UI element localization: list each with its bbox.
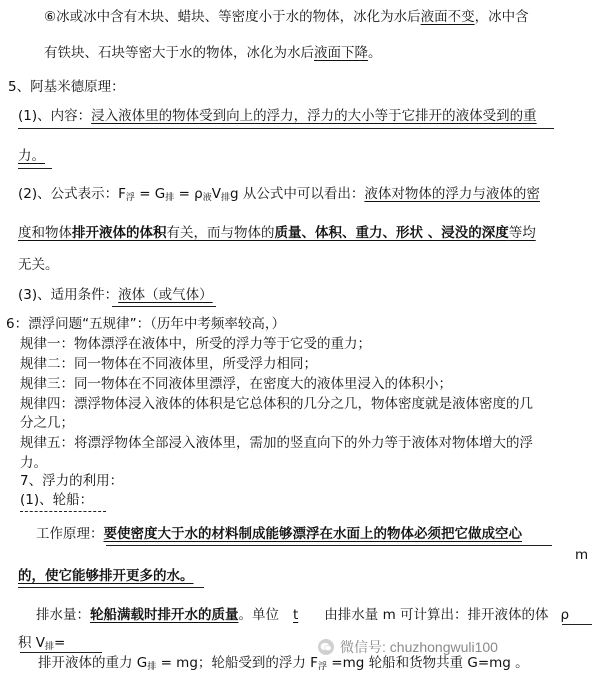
formula-line-1 [18, 185, 540, 207]
content-text-2: 力。 [18, 148, 45, 164]
formula-eq2: = ρ [174, 186, 203, 202]
formula-line2-a: 度和物体 [18, 225, 72, 241]
content-rule-1 [18, 128, 554, 129]
rule-4-cont: 分之几； [20, 415, 74, 431]
principle-rule-2 [18, 587, 204, 588]
rule-1: 规律一：物体漂浮在液体中，所受的浮力等于它受的重力； [20, 336, 371, 352]
paragraph-ice-1 [44, 8, 529, 26]
buoyancy-text: = mg；轮船受到的浮力 F [156, 655, 318, 671]
formula-rho-sub: 液 [202, 193, 212, 203]
principle-label: 工作原理： [36, 526, 104, 542]
wechat-icon [318, 639, 334, 655]
ice-tail-2: 。 [368, 45, 382, 61]
displacement-label: 排水量： [36, 607, 90, 623]
ship-dash-rule [20, 511, 106, 512]
ice-key-phrase-2: 液面下降 [314, 45, 368, 61]
formula-desc-2: 液体对物体的浮力与液体的密 [364, 186, 540, 202]
displacement-unit-label: 。单位 [238, 607, 279, 623]
formula-line-3 [18, 256, 59, 274]
section-7-sub-1: (1)、轮船： [20, 492, 94, 508]
section-7-title: 7、浮力的利用： [20, 473, 124, 489]
content-label: (1)、内容： [18, 108, 92, 124]
ice-key-phrase: 液面不变 [420, 9, 475, 25]
rho-rule [562, 624, 592, 625]
formula-G-sub: 排 [165, 193, 175, 203]
principle-text-2: 的，使它能够排开更多的水。 [18, 568, 194, 584]
volume-label: 积 V [18, 635, 46, 651]
content-rule-2 [18, 168, 52, 169]
gravity-text: 排开液体的重力 G [38, 655, 148, 671]
watermark-text: 微信号: chuzhongwuli100 [340, 639, 498, 655]
cargo-text: =mg 轮船和货物共重 G=mg 。 [326, 655, 529, 671]
section-6-title: 6：漂浮问题“五规律”：（历年中考频率较高，） [6, 316, 286, 332]
rule-4: 规律四：漂浮物体浸入液体的体积是它总体积的几分之几，物体密度就是液体密度的几 [20, 396, 533, 412]
condition-label: (3)、适用条件： [18, 287, 119, 303]
content-text: 浸入液体里的物体受到向上的浮力，浮力的大小等于它排开的液体受到的重 [91, 108, 537, 124]
formula-line2-e: 等均 [508, 225, 536, 241]
formula-F-sub: 浮 [125, 193, 135, 203]
formula-line2-c: 有关，而与物体的 [166, 225, 275, 241]
principle-line-2 [18, 567, 194, 585]
displacement-rho: ρ [560, 607, 570, 623]
formula-line2-b: 排开液体的体积 [72, 225, 167, 241]
ice-tail: ，冰中含 [474, 9, 529, 25]
displacement-unit: t [293, 607, 299, 623]
content-line-1 [18, 107, 537, 125]
formula-V: V [211, 186, 222, 202]
condition-value: 液体（或气体） [118, 287, 213, 303]
formula-F: F [118, 186, 126, 202]
principle-m: m [575, 547, 589, 563]
condition-rule [112, 306, 216, 307]
gravity-sub: 排 [147, 662, 157, 672]
formula-line2-d: 质量、体积、重力、形状 、浸没的深度 [274, 225, 509, 241]
rule-5: 规律五：将漂浮物体全部浸入液体里，需加的竖直向下的外力等于液体对物体增大的浮 [20, 435, 533, 451]
formula-line3: 无关。 [18, 257, 59, 273]
principle-rule-1 [106, 545, 552, 546]
condition-line [18, 286, 213, 304]
content-line-2 [18, 147, 45, 165]
rule-3: 规律三：同一物体在不同液体里漂浮，在密度大的液体里浸入的体积小； [20, 376, 452, 392]
rule-5-cont: 力。 [20, 455, 47, 471]
principle-line-1 [36, 525, 522, 543]
principle-text: 要使密度大于水的材料制成能够漂浮在水面上的物体必须把它做成空心 [103, 526, 522, 542]
formula-g: g [230, 186, 239, 202]
volume-rule [20, 652, 102, 653]
section-5-title: 5、阿基米德原理： [8, 79, 125, 95]
displacement-def: 轮船满载时排开水的质量 [90, 607, 239, 623]
paragraph-ice-2 [44, 44, 382, 62]
formula-eq1: = G [134, 186, 166, 202]
watermark [318, 637, 498, 657]
formula-V-sub: 排 [221, 193, 231, 203]
formula-desc-1: 从公式中可以看出： [238, 186, 365, 202]
ice-text: ⑥冰或冰中含有木块、蜡块、等密度小于水的物体，冰化为水后 [44, 9, 421, 25]
rule-2: 规律二：同一物体在不同液体里，所受浮力相同； [20, 356, 317, 372]
displacement-line-1 [36, 606, 569, 624]
formula-line-2 [18, 224, 536, 242]
formula-label: (2)、公式表示： [18, 186, 119, 202]
displacement-calc: 由排水量 m 可计算出：排开液体的体 [324, 607, 549, 623]
volume-sub: 排 [45, 642, 55, 652]
buoyancy-sub: 浮 [317, 662, 327, 672]
volume-eq: = [54, 635, 66, 651]
ice-text-2: 有铁块、石块等密大于水的物体，冰化为水后 [44, 45, 314, 61]
